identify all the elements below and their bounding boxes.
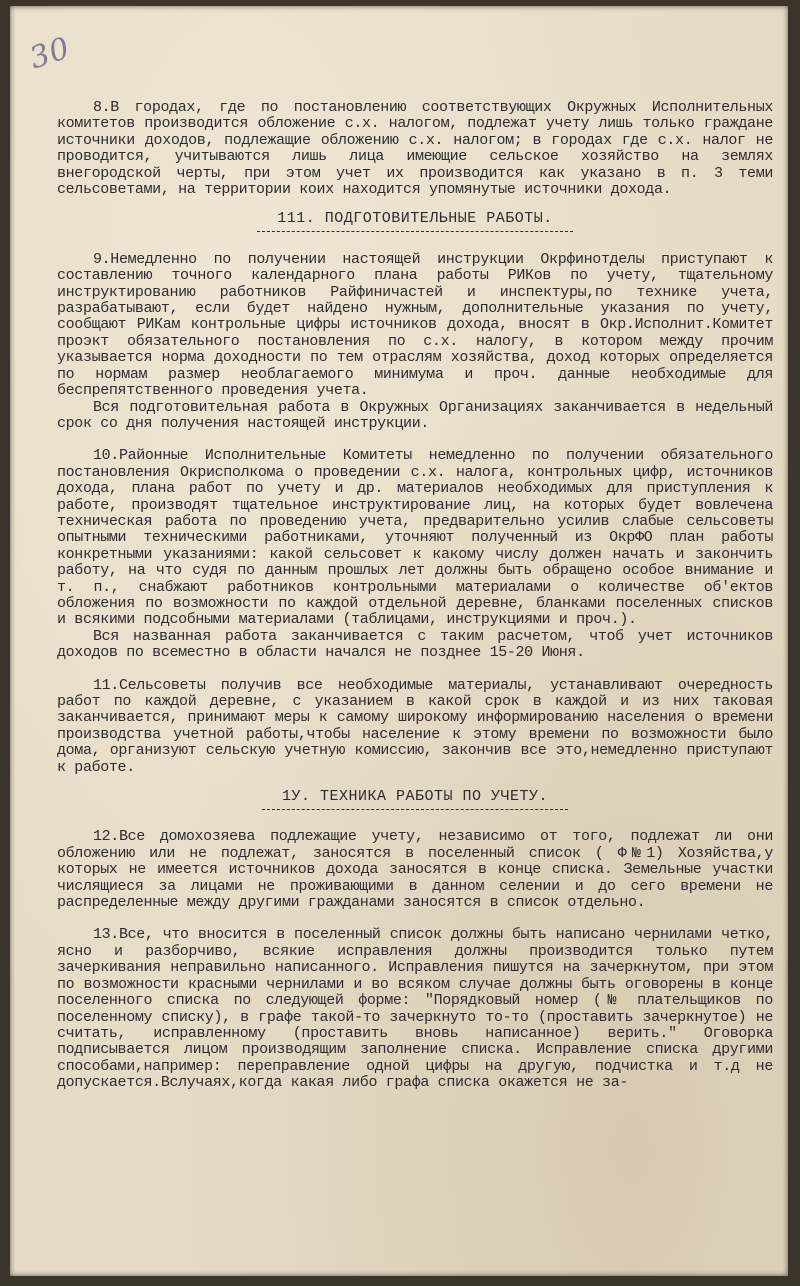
- paragraph-12: 12.Все домохозяева подлежащие учету, независимо от того, подлежат ли они обложению или не подлежат, заносятся в поселенный список ( Ф№1) Хозяйства,у которых не имеется источников дохода заносятся в конце списка. Земельные участки числящиеся за лицами не проживающими в данном селении и до сего времени не распределенные между другими гражданами заносятся в список отдельно.: [57, 828, 773, 912]
- paragraph-9: 9.Немедленно по получении настоящей инструкции Окрфинотделы приступают к составлению точного календарного плана работы РИКов по учету, тщательному инструктированию работников Райфиничастей и инспектуры,по технике учета, разрабатывают, если будет найдено нужным, дополнительные указания по учету, сообщают РИКам контрольные цифры источников дохода, вносят в Окр.Исполнит.Комитет проэкт обязательного постановления по с.х. налогу, в котором между прочим указывается норма доходности по тем отраслям хозяйства, доход которых определяется по нормам размер необлагаемого минимума и проч. данные необходимые для беспрепятственного проведения учета.: [57, 250, 773, 400]
- document-page: [10, 6, 788, 1276]
- handwritten-folio-number: 30: [25, 30, 75, 77]
- paragraph-8: 8.В городах, где по постановлению соответствующих Окружных Исполнительных комитетов производится обложение с.х. налогом, подлежат учету лишь только граждане источники доходов, подлежащие обложению с.х. налогом; в городах где с.х. налог не проводится, учитываются лишь лица имеющие сельское хозяйство на землях внегородской черты, при этом учет их производится как указано в п. 3 теми сельсоветами, на территории коих находится упомянутые источники дохода.: [57, 99, 773, 199]
- paragraph-10: 10.Районные Исполнительные Комитеты немедленно по получении обязательного постановления Окрисполкома о проведении с.х. налога, контрольных цифр, источников дохода, плана работ по учету и др. материалов необходимых для приступления к работе, производят тщательное инструктирование лиц, на которых будет вовлечена техническая работа по проведению учета, предварительно усилив слабые сельсоветы опытными техническими работниками, уточняют полученный из ОкрФО план работы конкретными указаниями: какой сельсовет к какому числу должен начать и закончить работу, на что судя по данным прошлых лет должны быть обращено особое внимание и т. п., снабжают работников контрольными материалами о количестве об'ектов обложения по возможности по каждой отдельной деревне, бланками поселенных списков и всякими подсобными материалами (таблицами, инструкциями и проч.).: [57, 447, 773, 629]
- document-body: [57, 100, 773, 1092]
- section-heading-4: [57, 789, 773, 805]
- section-heading-3-text: 111. ПОДГОТОВИТЕЛЬНЫЕ РАБОТЫ.: [257, 210, 573, 232]
- section-heading-3: [57, 211, 773, 227]
- paragraph-13: 13.Все, что вносится в поселенный список должны быть написано чернилами четко, ясно и разборчиво, всякие исправления должны производится только путем зачеркивания неправильно написанного. Исправления пишутся на зачеркнутом, при этом по возможности красными чернилами и во всяком случае должны быть оговорены в конце поселенного списка по следующей форме: "Порядковый номер (№ плательщиков по поселенному списку), в графе такой-то зачеркнуто то-то (проставить зачеркнутое) не считать, исправленному (проставить вновь написанное) верить." Оговорка подписывается лицом производящим заполнение списка. Исправление списка другими способами,например: переправление одной цифры на другую, подчистка и т.д не допускается.Вслучаях,когда какая либо графа списка окажется не за-: [57, 926, 773, 1092]
- paragraph-10-continuation: Вся названная работа заканчивается с таким расчетом, чтоб учет источников доходов по всеместно в области начался не позднее 15-20 Июня.: [57, 627, 773, 662]
- paragraph-9-continuation: Вся подготовительная работа в Окружных Организациях заканчивается в недельный срок со дня получения настоящей инструкции.: [57, 398, 773, 432]
- section-heading-4-text: 1У. ТЕХНИКА РАБОТЫ ПО УЧЕТУ.: [262, 788, 568, 810]
- paragraph-11: 11.Сельсоветы получив все необходимые материалы, устанавливают очередность работ по каждой деревне, с указанием в какой срок в каждой и из них таковая заканчивается, принимают меры к самому широкому информированию населения о времени производства учетной работы,чтобы население к этому времени по возможности было дома, организуют сельскую учетную комиссию, закончив все это,немедленно приступают к работе.: [57, 676, 773, 776]
